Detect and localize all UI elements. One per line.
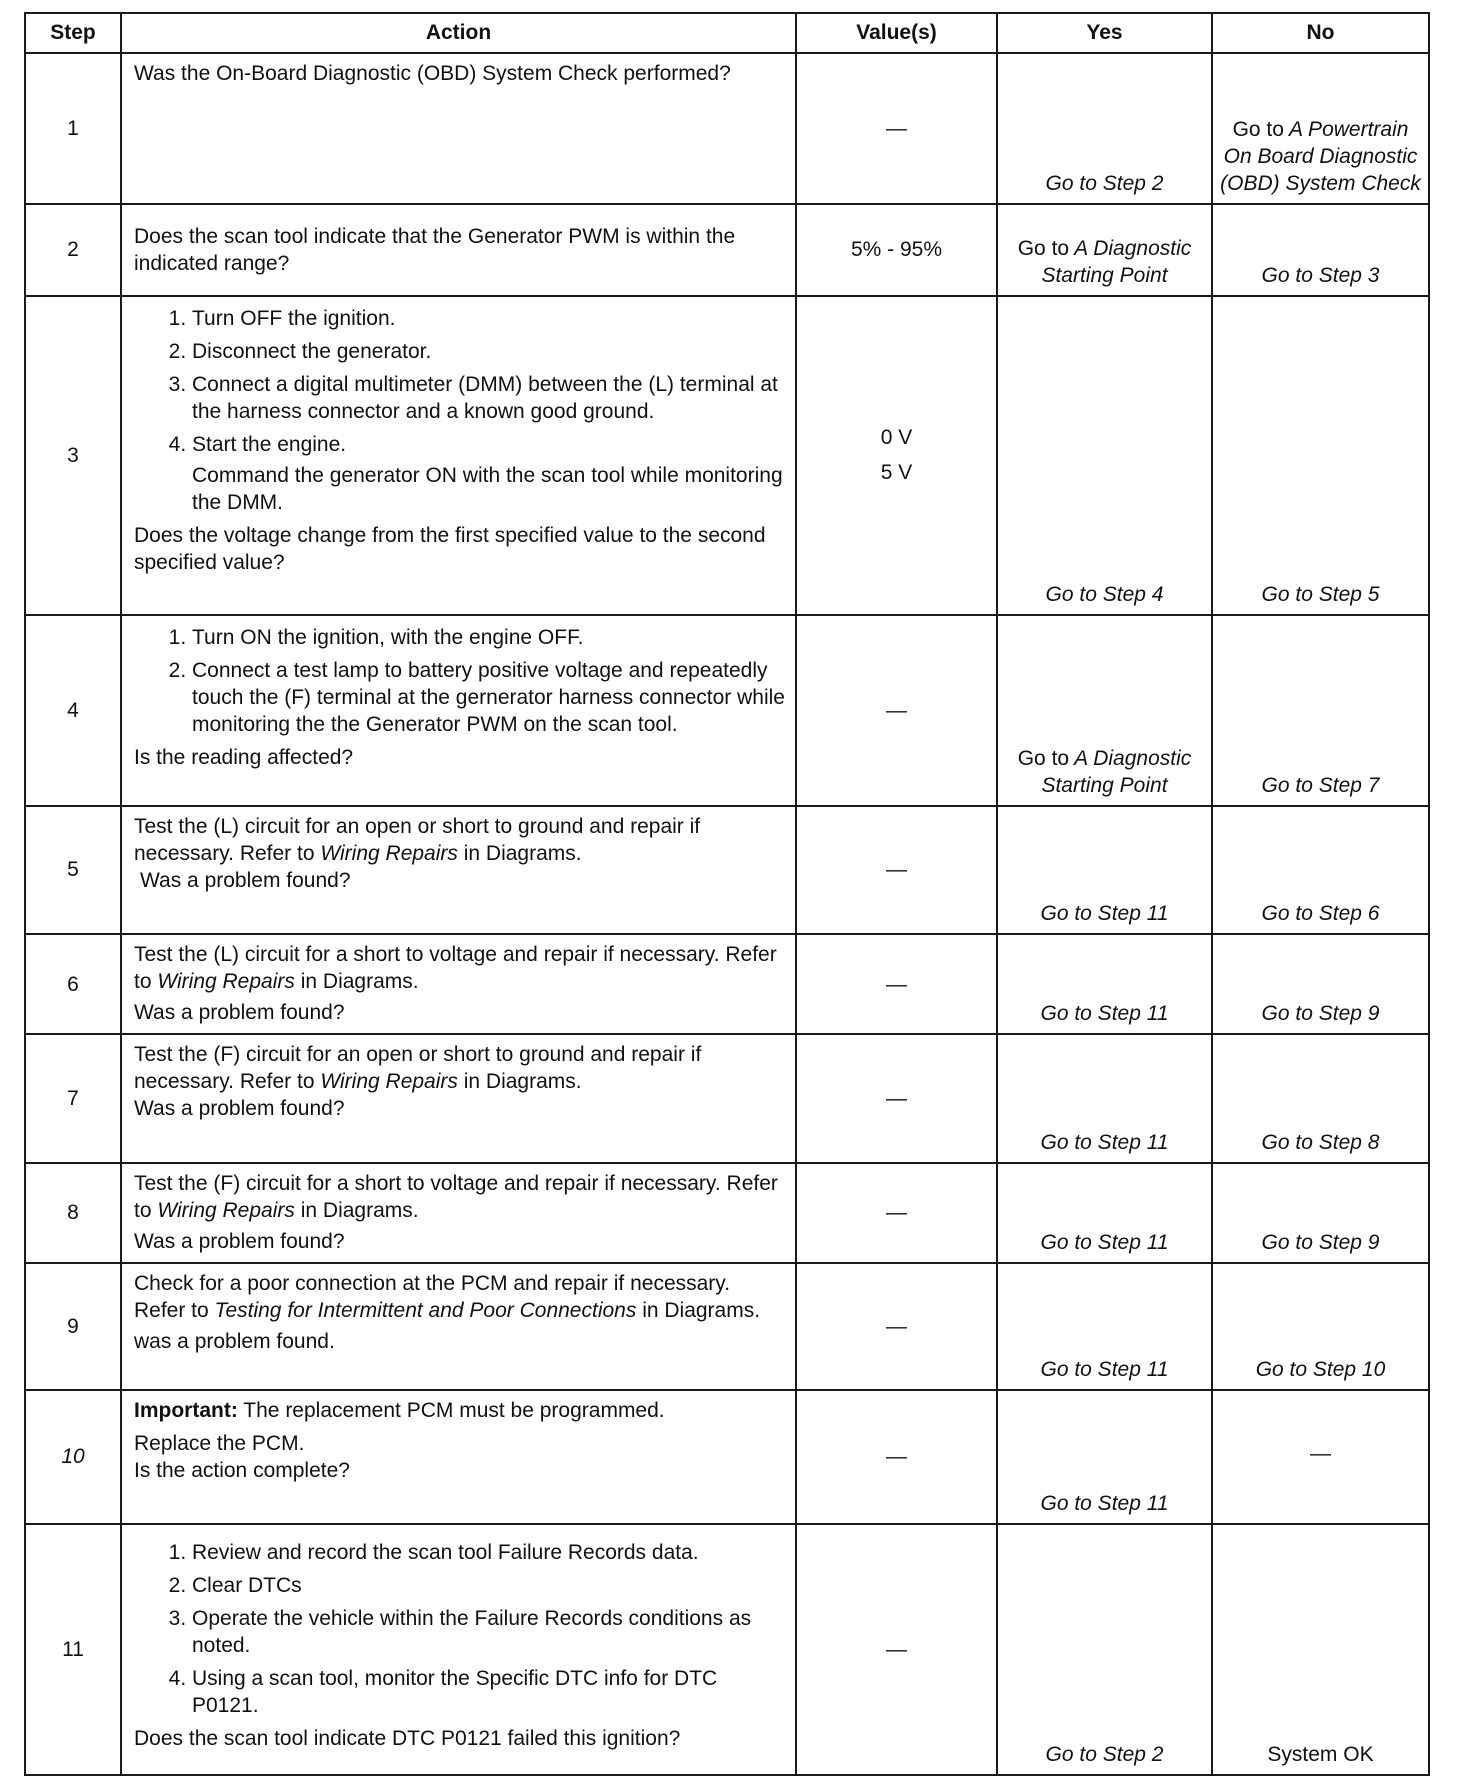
question-text: Was a problem found? bbox=[140, 868, 351, 892]
question-text: Was a problem found? bbox=[134, 1229, 345, 1253]
action-list bbox=[134, 305, 785, 458]
yes-cell[interactable]: Go to Step 2 bbox=[997, 53, 1212, 204]
list-item: 3. Operate the vehicle within the Failure Records conditions as noted. bbox=[192, 1605, 785, 1659]
list-item: 4. Using a scan tool, monitor the Specific DTC info for DTC P0121. bbox=[192, 1665, 785, 1719]
step-number: 9 bbox=[25, 1263, 121, 1389]
no-cell[interactable]: Go to Step 5 bbox=[1212, 296, 1429, 615]
list-item: 4. Start the engine. bbox=[192, 431, 785, 458]
header-values: Value(s) bbox=[796, 13, 997, 53]
reference-link[interactable]: Wiring Repairs bbox=[157, 1198, 295, 1222]
action-cell bbox=[121, 1163, 796, 1263]
yes-cell[interactable]: Go to Step 11 bbox=[997, 1034, 1212, 1162]
value-cell: — bbox=[796, 1263, 997, 1389]
no-cell[interactable]: System OK bbox=[1212, 1524, 1429, 1775]
action-text: Test the (L) circuit for a short to voltage and repair if necessary. Refer to bbox=[134, 943, 777, 994]
reference-link[interactable]: Wiring Repairs bbox=[320, 1070, 458, 1094]
list-item: 1. Review and record the scan tool Failure Records data. bbox=[192, 1539, 785, 1566]
table-row bbox=[25, 1034, 1429, 1162]
action-text-end: in Diagrams. bbox=[642, 1299, 761, 1323]
step-number: 4 bbox=[25, 615, 121, 806]
important-label: Important: bbox=[134, 1398, 238, 1422]
step-number: 7 bbox=[25, 1034, 121, 1162]
yes-prefix: Go to bbox=[1017, 746, 1070, 770]
yes-link[interactable]: A Diagnostic Starting Point bbox=[1041, 746, 1192, 797]
action-text: Test the (L) circuit for an open or short to ground and repair if necessary. Refer to bbox=[134, 814, 701, 865]
action-cell bbox=[121, 934, 796, 1034]
yes-cell[interactable]: Go to Step 11 bbox=[997, 1163, 1212, 1263]
question-text: Does the scan tool indicate DTC P0121 failed this ignition? bbox=[134, 1727, 681, 1751]
action-cell bbox=[121, 1034, 796, 1162]
table-row bbox=[25, 1263, 1429, 1389]
value-second: 5 V bbox=[880, 461, 913, 485]
action-line: Replace the PCM. bbox=[134, 1431, 305, 1455]
no-cell[interactable] bbox=[1212, 53, 1429, 204]
value-cell: 5% - 95% bbox=[796, 204, 997, 296]
step-number: 8 bbox=[25, 1163, 121, 1263]
reference-link[interactable]: Testing for Intermittent and Poor Connections bbox=[214, 1299, 637, 1323]
question-text: Was a problem found? bbox=[134, 1097, 345, 1121]
value-cell: — bbox=[796, 1390, 997, 1524]
action-text: Test the (F) circuit for an open or short to ground and repair if necessary. Refer to bbox=[134, 1043, 702, 1094]
table-row bbox=[25, 1390, 1429, 1524]
table-row bbox=[25, 296, 1429, 615]
question-text: was a problem found. bbox=[134, 1330, 335, 1354]
action-cell bbox=[121, 1524, 796, 1775]
continuation-text: Command the generator ON with the scan tool while monitoring the DMM. bbox=[192, 463, 783, 514]
question-text: Is the reading affected? bbox=[134, 745, 354, 769]
action-cell bbox=[121, 1263, 796, 1389]
yes-prefix: Go to bbox=[1017, 236, 1070, 260]
question-text: Was a problem found? bbox=[134, 1001, 345, 1025]
step-number: 6 bbox=[25, 934, 121, 1034]
list-item: 2. Connect a test lamp to battery positive voltage and repeatedly touch the (F) terminal at the gernerator harness connector while monitoring the the Generator PWM on the scan tool. bbox=[192, 657, 785, 738]
action-list bbox=[134, 624, 785, 738]
value-cell: — bbox=[796, 934, 997, 1034]
step-number: 2 bbox=[25, 204, 121, 296]
header-step: Step bbox=[25, 13, 121, 53]
yes-cell[interactable]: Go to Step 11 bbox=[997, 1263, 1212, 1389]
action-text-end: in Diagrams. bbox=[463, 1070, 582, 1094]
no-prefix: Go to bbox=[1232, 117, 1284, 141]
important-text: The replacement PCM must be programmed. bbox=[243, 1398, 665, 1422]
table-row bbox=[25, 1524, 1429, 1775]
action-text-end: in Diagrams. bbox=[463, 841, 582, 865]
action-cell bbox=[121, 1390, 796, 1524]
yes-cell[interactable]: Go to Step 4 bbox=[997, 296, 1212, 615]
value-cell: — bbox=[796, 1524, 997, 1775]
value-cell: — bbox=[796, 1034, 997, 1162]
yes-cell[interactable]: Go to Step 11 bbox=[997, 1390, 1212, 1524]
action-cell bbox=[121, 806, 796, 934]
action-text: Does the scan tool indicate that the Generator PWM is within the indicated range? bbox=[121, 204, 796, 296]
value-cell: — bbox=[796, 1163, 997, 1263]
question-text: Is the action complete? bbox=[134, 1458, 350, 1482]
step-number: 11 bbox=[25, 1524, 121, 1775]
action-text-end: in Diagrams. bbox=[300, 1198, 419, 1222]
no-cell[interactable]: Go to Step 9 bbox=[1212, 934, 1429, 1034]
header-action: Action bbox=[121, 13, 796, 53]
value-cell: — bbox=[796, 806, 997, 934]
action-list bbox=[134, 1539, 785, 1719]
table-row bbox=[25, 53, 1429, 204]
header-yes: Yes bbox=[997, 13, 1212, 53]
no-cell[interactable]: Go to Step 3 bbox=[1212, 204, 1429, 296]
step-number: 5 bbox=[25, 806, 121, 934]
no-link[interactable]: A Powertrain On Board Diagnostic (OBD) System Check bbox=[1220, 117, 1421, 195]
list-item: 1. Turn OFF the ignition. bbox=[192, 305, 785, 332]
question-text: Does the voltage change from the first specified value to the second specified value? bbox=[134, 523, 766, 574]
table-row bbox=[25, 806, 1429, 934]
list-item: 2. Clear DTCs bbox=[192, 1572, 785, 1599]
no-cell[interactable]: Go to Step 7 bbox=[1212, 615, 1429, 806]
no-cell: — bbox=[1212, 1390, 1429, 1524]
action-cell bbox=[121, 615, 796, 806]
no-cell[interactable]: Go to Step 8 bbox=[1212, 1034, 1429, 1162]
no-cell[interactable]: Go to Step 9 bbox=[1212, 1163, 1429, 1263]
yes-cell[interactable]: Go to Step 2 bbox=[997, 1524, 1212, 1775]
action-text-end: in Diagrams. bbox=[300, 970, 419, 994]
value-cell: — bbox=[796, 615, 997, 806]
table-row bbox=[25, 204, 1429, 296]
header-row bbox=[25, 13, 1429, 53]
yes-link[interactable]: A Diagnostic Starting Point bbox=[1041, 236, 1192, 287]
yes-cell[interactable]: Go to Step 11 bbox=[997, 934, 1212, 1034]
reference-link[interactable]: Wiring Repairs bbox=[320, 841, 458, 865]
list-item: 2. Disconnect the generator. bbox=[192, 338, 785, 365]
step-number: 3 bbox=[25, 296, 121, 615]
action-text: Test the (F) circuit for a short to voltage and repair if necessary. Refer to bbox=[134, 1171, 778, 1222]
step-number: 1 bbox=[25, 53, 121, 204]
table-row bbox=[25, 615, 1429, 806]
list-item: 1. Turn ON the ignition, with the engine OFF. bbox=[192, 624, 785, 651]
diagnostic-table bbox=[24, 12, 1430, 1776]
value-cell bbox=[796, 296, 997, 615]
no-cell[interactable]: Go to Step 10 bbox=[1212, 1263, 1429, 1389]
yes-cell[interactable] bbox=[997, 204, 1212, 296]
yes-cell[interactable] bbox=[997, 615, 1212, 806]
yes-cell[interactable]: Go to Step 11 bbox=[997, 806, 1212, 934]
list-item: 3. Connect a digital multimeter (DMM) between the (L) terminal at the harness connector and a known good ground. bbox=[192, 371, 785, 425]
no-cell[interactable]: Go to Step 6 bbox=[1212, 806, 1429, 934]
reference-link[interactable]: Wiring Repairs bbox=[157, 970, 295, 994]
step-number: 10 bbox=[25, 1390, 121, 1524]
action-text: Was the On-Board Diagnostic (OBD) System Check performed? bbox=[121, 53, 796, 204]
header-no: No bbox=[1212, 13, 1429, 53]
value-cell: — bbox=[796, 53, 997, 204]
action-cell bbox=[121, 296, 796, 615]
value-first: 0 V bbox=[880, 426, 913, 450]
table-row bbox=[25, 1163, 1429, 1263]
table-row bbox=[25, 934, 1429, 1034]
action-text: Check for a poor connection at the PCM and repair if necessary. Refer to bbox=[134, 1272, 731, 1323]
